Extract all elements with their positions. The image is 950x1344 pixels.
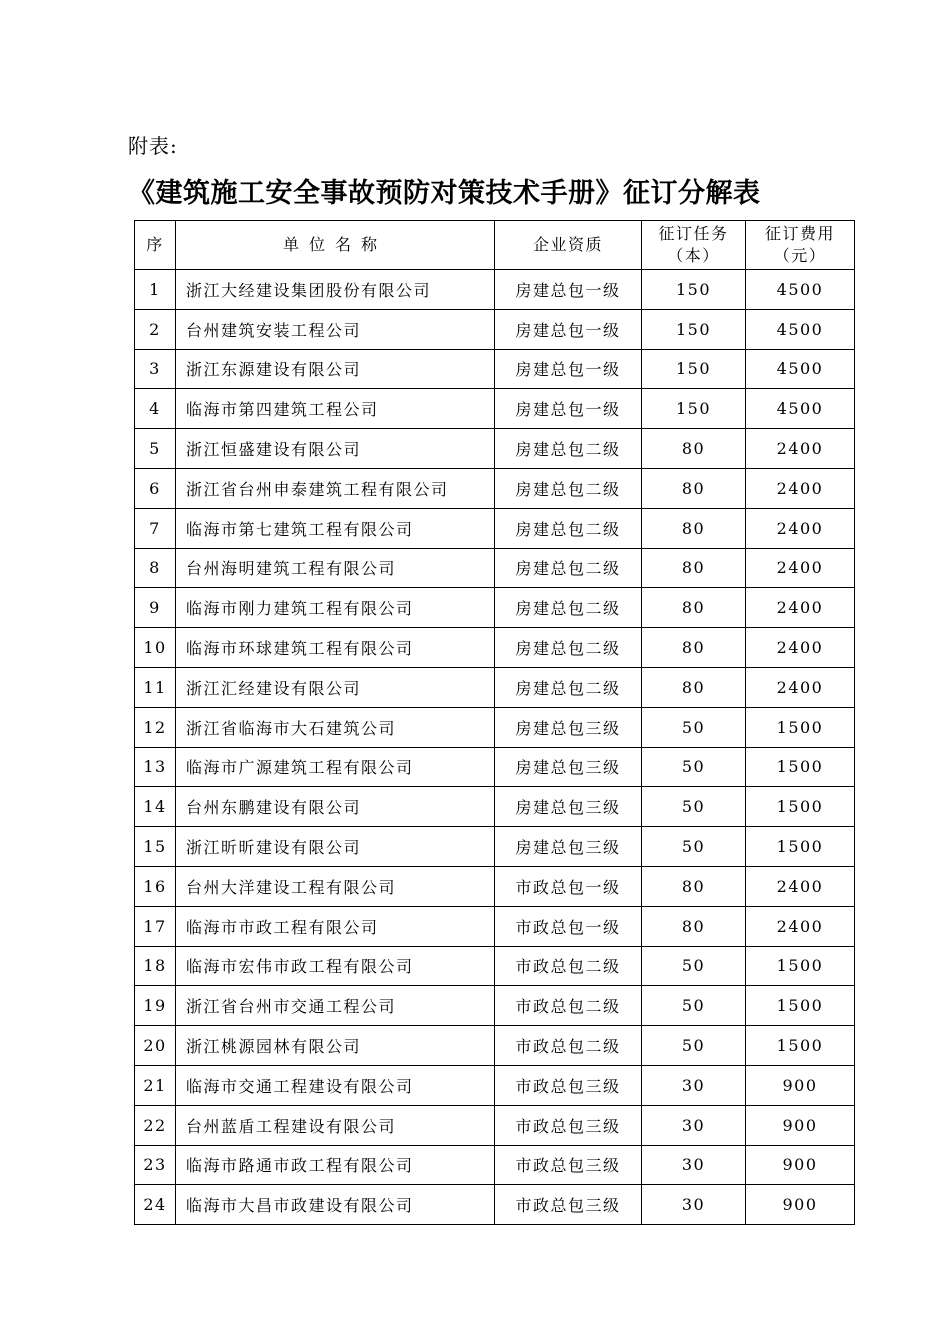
cell-seq: 3 [135, 349, 176, 389]
cell-quantity: 80 [642, 548, 746, 588]
cell-quantity: 50 [642, 1026, 746, 1066]
cell-unit-name: 临海市路通市政工程有限公司 [176, 1145, 495, 1185]
table-row [135, 309, 855, 349]
cell-qualification: 房建总包一级 [495, 389, 642, 429]
cell-qualification: 房建总包二级 [495, 628, 642, 668]
cell-fee: 900 [746, 1145, 855, 1185]
table-row [135, 508, 855, 548]
cell-quantity: 30 [642, 1065, 746, 1105]
table-row [135, 667, 855, 707]
cell-unit-name: 浙江省台州申泰建筑工程有限公司 [176, 468, 495, 508]
header-quantity [642, 221, 746, 270]
cell-fee: 900 [746, 1105, 855, 1145]
cell-fee: 900 [746, 1185, 855, 1225]
cell-unit-name: 浙江大经建设集团股份有限公司 [176, 270, 495, 310]
cell-fee: 2400 [746, 628, 855, 668]
cell-qualification: 市政总包一级 [495, 906, 642, 946]
table-row [135, 707, 855, 747]
cell-unit-name: 台州东鹏建设有限公司 [176, 787, 495, 827]
cell-fee: 2400 [746, 667, 855, 707]
cell-seq: 7 [135, 508, 176, 548]
cell-unit-name: 浙江昕昕建设有限公司 [176, 827, 495, 867]
cell-unit-name: 浙江省台州市交通工程公司 [176, 986, 495, 1026]
header-unit-name: 单位名称 [176, 221, 495, 270]
cell-qualification: 市政总包二级 [495, 986, 642, 1026]
table-row [135, 1145, 855, 1185]
cell-quantity: 80 [642, 508, 746, 548]
cell-unit-name: 台州大洋建设工程有限公司 [176, 866, 495, 906]
cell-fee: 1500 [746, 707, 855, 747]
cell-quantity: 30 [642, 1105, 746, 1145]
table-row [135, 986, 855, 1026]
cell-quantity: 50 [642, 986, 746, 1026]
cell-fee: 1500 [746, 747, 855, 787]
cell-qualification: 市政总包二级 [495, 946, 642, 986]
cell-quantity: 50 [642, 707, 746, 747]
cell-seq: 19 [135, 986, 176, 1026]
cell-quantity: 150 [642, 389, 746, 429]
cell-unit-name: 浙江汇经建设有限公司 [176, 667, 495, 707]
header-fee [746, 221, 855, 270]
cell-seq: 6 [135, 468, 176, 508]
cell-qualification: 房建总包二级 [495, 588, 642, 628]
cell-unit-name: 台州海明建筑工程有限公司 [176, 548, 495, 588]
cell-fee: 2400 [746, 548, 855, 588]
cell-unit-name: 台州建筑安装工程公司 [176, 309, 495, 349]
cell-seq: 24 [135, 1185, 176, 1225]
cell-quantity: 150 [642, 309, 746, 349]
cell-fee: 1500 [746, 946, 855, 986]
header-fee-line2: （元） [773, 246, 827, 265]
cell-qualification: 房建总包二级 [495, 508, 642, 548]
table-row [135, 1026, 855, 1066]
cell-seq: 18 [135, 946, 176, 986]
cell-seq: 2 [135, 309, 176, 349]
cell-seq: 5 [135, 429, 176, 469]
table-row [135, 468, 855, 508]
cell-quantity: 80 [642, 429, 746, 469]
header-quantity-line1: 征订任务 [658, 224, 729, 243]
cell-qualification: 房建总包二级 [495, 468, 642, 508]
cell-unit-name: 临海市交通工程建设有限公司 [176, 1065, 495, 1105]
cell-qualification: 市政总包三级 [495, 1105, 642, 1145]
cell-fee: 2400 [746, 866, 855, 906]
cell-seq: 15 [135, 827, 176, 867]
cell-quantity: 50 [642, 946, 746, 986]
cell-unit-name: 台州蓝盾工程建设有限公司 [176, 1105, 495, 1145]
table-row [135, 429, 855, 469]
cell-qualification: 市政总包三级 [495, 1065, 642, 1105]
cell-quantity: 80 [642, 667, 746, 707]
table-row [135, 1105, 855, 1145]
table-body [135, 270, 855, 1225]
table-row [135, 946, 855, 986]
cell-seq: 9 [135, 588, 176, 628]
cell-fee: 2400 [746, 508, 855, 548]
cell-fee: 4500 [746, 309, 855, 349]
cell-qualification: 市政总包一级 [495, 866, 642, 906]
cell-unit-name: 临海市宏伟市政工程有限公司 [176, 946, 495, 986]
table-row [135, 787, 855, 827]
cell-fee: 2400 [746, 588, 855, 628]
table-row [135, 588, 855, 628]
cell-qualification: 房建总包三级 [495, 707, 642, 747]
cell-quantity: 30 [642, 1145, 746, 1185]
cell-quantity: 80 [642, 468, 746, 508]
cell-quantity: 150 [642, 270, 746, 310]
header-fee-line1: 征订费用 [764, 224, 835, 243]
cell-quantity: 80 [642, 628, 746, 668]
cell-fee: 4500 [746, 349, 855, 389]
cell-seq: 23 [135, 1145, 176, 1185]
cell-quantity: 30 [642, 1185, 746, 1225]
cell-qualification: 房建总包二级 [495, 667, 642, 707]
cell-unit-name: 临海市第四建筑工程公司 [176, 389, 495, 429]
subscription-table [134, 220, 855, 1225]
cell-qualification: 市政总包三级 [495, 1185, 642, 1225]
cell-unit-name: 浙江恒盛建设有限公司 [176, 429, 495, 469]
cell-seq: 14 [135, 787, 176, 827]
table-header [135, 221, 855, 270]
cell-qualification: 房建总包三级 [495, 827, 642, 867]
cell-seq: 20 [135, 1026, 176, 1066]
cell-unit-name: 临海市广源建筑工程有限公司 [176, 747, 495, 787]
cell-seq: 11 [135, 667, 176, 707]
cell-quantity: 80 [642, 906, 746, 946]
table-row [135, 1065, 855, 1105]
cell-fee: 2400 [746, 468, 855, 508]
table-row [135, 389, 855, 429]
table-row [135, 548, 855, 588]
cell-unit-name: 临海市第七建筑工程有限公司 [176, 508, 495, 548]
cell-fee: 2400 [746, 906, 855, 946]
header-quantity-line2: （本） [667, 246, 720, 265]
table-row [135, 349, 855, 389]
cell-qualification: 房建总包一级 [495, 309, 642, 349]
table-row [135, 827, 855, 867]
cell-fee: 1500 [746, 787, 855, 827]
cell-seq: 21 [135, 1065, 176, 1105]
cell-seq: 16 [135, 866, 176, 906]
cell-qualification: 市政总包三级 [495, 1145, 642, 1185]
cell-qualification: 房建总包二级 [495, 429, 642, 469]
cell-qualification: 房建总包二级 [495, 548, 642, 588]
cell-unit-name: 临海市市政工程有限公司 [176, 906, 495, 946]
cell-unit-name: 临海市环球建筑工程有限公司 [176, 628, 495, 668]
cell-unit-name: 浙江东源建设有限公司 [176, 349, 495, 389]
table-row [135, 1185, 855, 1225]
cell-seq: 1 [135, 270, 176, 310]
cell-unit-name: 浙江省临海市大石建筑公司 [176, 707, 495, 747]
cell-fee: 1500 [746, 986, 855, 1026]
cell-fee: 4500 [746, 270, 855, 310]
cell-quantity: 50 [642, 787, 746, 827]
cell-qualification: 房建总包一级 [495, 349, 642, 389]
table-row [135, 906, 855, 946]
cell-seq: 13 [135, 747, 176, 787]
cell-unit-name: 临海市大昌市政建设有限公司 [176, 1185, 495, 1225]
cell-seq: 22 [135, 1105, 176, 1145]
cell-quantity: 50 [642, 827, 746, 867]
header-row [135, 221, 855, 270]
cell-qualification: 市政总包二级 [495, 1026, 642, 1066]
header-seq: 序 [135, 221, 176, 270]
cell-unit-name: 临海市刚力建筑工程有限公司 [176, 588, 495, 628]
cell-quantity: 80 [642, 588, 746, 628]
table-row [135, 270, 855, 310]
cell-fee: 900 [746, 1065, 855, 1105]
cell-seq: 17 [135, 906, 176, 946]
cell-quantity: 50 [642, 747, 746, 787]
table-row [135, 866, 855, 906]
cell-seq: 10 [135, 628, 176, 668]
cell-qualification: 房建总包三级 [495, 787, 642, 827]
cell-fee: 2400 [746, 429, 855, 469]
cell-seq: 12 [135, 707, 176, 747]
document-title: 《建筑施工安全事故预防对策技术手册》征订分解表 [128, 178, 761, 209]
cell-seq: 8 [135, 548, 176, 588]
table-row [135, 628, 855, 668]
cell-unit-name: 浙江桃源园林有限公司 [176, 1026, 495, 1066]
cell-quantity: 150 [642, 349, 746, 389]
cell-qualification: 房建总包一级 [495, 270, 642, 310]
appendix-label: 附表: [128, 134, 178, 158]
cell-fee: 1500 [746, 1026, 855, 1066]
cell-seq: 4 [135, 389, 176, 429]
cell-qualification: 房建总包三级 [495, 747, 642, 787]
cell-fee: 1500 [746, 827, 855, 867]
table-row [135, 747, 855, 787]
header-qualification: 企业资质 [495, 221, 642, 270]
cell-fee: 4500 [746, 389, 855, 429]
cell-quantity: 80 [642, 866, 746, 906]
